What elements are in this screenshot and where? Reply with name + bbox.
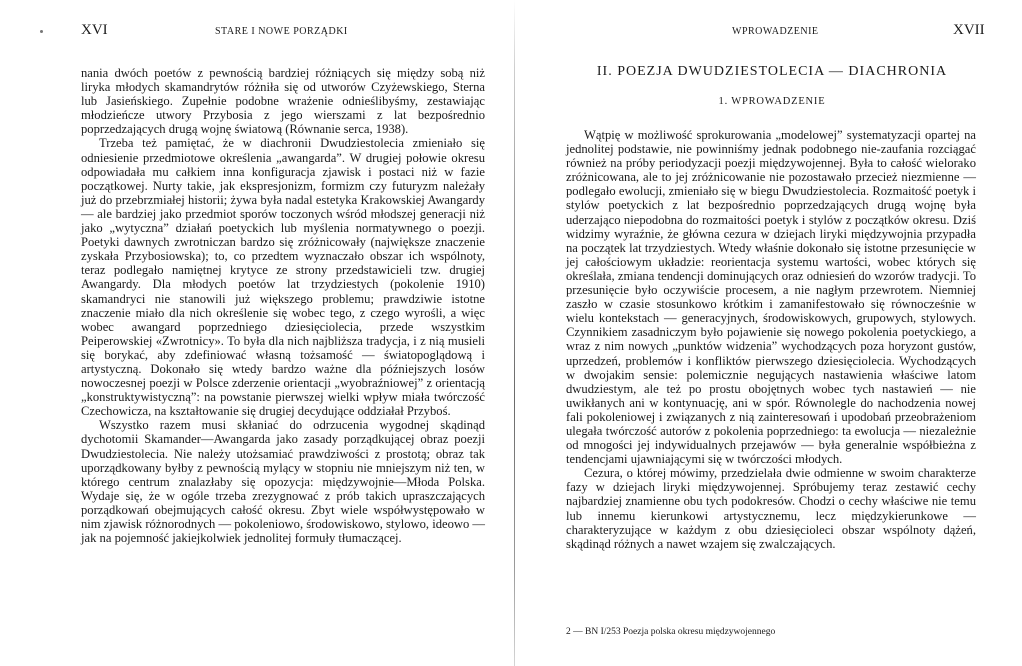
right-paragraph-2: Cezura, o której mówimy, przedzielała dwie odmienne w swoim charakterze fazy w dziejach liryki międzywojennej. Spróbujemy teraz zestawić cechy najbardziej znamienne obu tych podokresów. Chodzi o cechy właściwe nie temu lub innemu kierunkowi artystycznemu, lecz międzykierunkowe — charakteryzujące w każdym z obu dziesięcioleci obszar wspólnoty dążeń, skądinąd różnych a nawet wzajem się zwalczających. [566, 466, 976, 551]
gutter-line [514, 0, 515, 666]
right-page [522, 0, 1022, 666]
left-paragraph-1: nania dwóch poetów z pewnością bardziej różniących się między sobą niż liryka młodych skamandrytów różniła się od utworów Czyżewskiego, Sterna lub Jasieńskiego. Zupełnie podobne wrażenie odnieślibyśmy, zestawiając młodzieńcze utwory Przybosia z jego wierszami z lat bezpośrednio poprzedzających drugą wojnę światową (Równanie serca, 1938). [81, 66, 485, 137]
left-running-head: STARE I NOWE PORZĄDKI [215, 26, 348, 37]
left-paragraph-2: Trzeba też pamiętać, że w diachronii Dwudziestolecia zmieniało się odniesienie przedmiotowe określenia „awangarda”. W drugiej połowie okresu odpowiadała mu całkiem inna konfiguracja zjawisk i postaci niż w fazie początkowej. Nurty takie, jak ekspresjonizm, formizm czy futuryzm należały już do przebrzmiałej historii; żywa była nadal estetyka Krakowskiej Awangardy — ale bardziej jako przedmiot sporów toczonych wśród młodszej generacji niż jako „wytyczna” działań poetyckich lub myślenia normatywnego o poezji. Poetyki dawnych zwrotniczan bardzo się zróżnicowały (największe znaczenie zyskała Przybosiowska); to, co przedtem wyznaczało obszar ich wspólnoty, teraz podlegało namiętnej krytyce ze strony przedstawicieli tzw. drugiej Awangardy. Dla młodych poetów lat trzydziestych (pokolenie 1910) skamandryci nie stanowili już większego problemu; prawdziwie istotne znaczenie miało dla nich określenie się wobec tego, z czego wyrośli, a więc wobec awangard poprzedniego dziesięciolecia, przede wszystkim Peiperowskiej «Zwrotnicy». To była dla nich najbliższa tradycja, i z nią musieli się borykać, aby zdefiniować własną tożsamość — światopoglądową i artystyczną. Dokonało się wtedy bardzo ważne dla późniejszych losów nowoczesnej poezji w Polsce zderzenie orientacji „wyobraźniowej” z orientacją „konstruktywistyczną”: na powstanie pierwszej wielki wpływ miała twórczość Czechowicza, na kształtowanie się drugiej decydujące oddziałał Przyboś. [81, 136, 485, 419]
right-body-text [566, 128, 976, 551]
section-title: 1. WPROWADZENIE [718, 96, 826, 107]
left-paragraph-3: Wszystko razem musi skłaniać do odrzucenia wygodnej skądinąd dychotomii Skamander—Awangarda jako zasady porządkującej obraz poezji Dwudziestolecia. Nie należy utożsamiać prawdziwości z prostotą; obraz tak uporządkowany byłby z pewnością mylący w stopniu nie mniejszym niż ten, w którego centrum znalazłaby się opozycja: międzywojnie—Młoda Polska. Wydaje się, że w ogóle trzeba zrezygnować z prób takich upraszczających porządkowań obejmujących całość okresu. Zbyt wiele współwystępowało w nim zjawisk różnorodnych — pokoleniowo, środowiskowo, stylowo, ideowo — jak na pojemność jakiejkolwiek jednolitej formuły tłumaczącej. [81, 418, 486, 546]
left-page-number: XVI [81, 22, 108, 38]
page-footnote: 2 — BN I/253 Poezja polska okresu międzywojennego [566, 627, 776, 637]
left-page [0, 0, 500, 666]
book-gutter [508, 0, 522, 666]
right-page-number: XVII [953, 22, 985, 38]
chapter-title: II. POEZJA DWUDZIESTOLECIA — DIACHRONIA [596, 64, 948, 79]
right-running-head: WPROWADZENIE [732, 26, 819, 37]
margin-dot [40, 30, 43, 33]
right-paragraph-1: Wątpię w możliwość sprokurowania „modelowej” systematyzacji opartej na jednolitej podstawie, nie powinniśmy jednak podobnego nie-zaufania rozciągać również na próby periodyzacji poezji międzywojennej. Była to całość wielorako zróżnicowana, ale to jej zróżnicowanie nie pozostawało przecież niezmienne — podlegało ewolucji, zmieniało się w biegu Dwudziestolecia. Rozmaitość poetyk i stylów poetyckich z lat bezpośrednio poprzedzających drugą wojnę była uderzająco niepodobna do rozmaitości poetyk i stylów z początków okresu. Dziś widzimy wyraźnie, że główna cezura w dziejach liryki międzywojnia przypadła na początek lat trzydziestych. Wtedy właśnie dokonało się istotne przesunięcie w jej całościowym układzie: reorientacja systemu wartości, wobec których się określała, zmiana tendencji dominujących oraz odniesień do wzorów tradycji. To przesunięcie było oczywiście procesem, a nie nagłym przewrotem. Niemniej zaszło w czasie stosunkowo krótkim i zamanifestowało się równocześnie w wielu kontekstach — generacyjnych, środowiskowych, grupowych, stylowych. Czynnikiem zasadniczym było pojawienie się nowego pokolenia poetyckiego, a wraz z nim nowych „punktów widzenia” wychodzących poza horyzont gustów, uprzedzeń, problemów i konfliktów pierwszego dziesięciolecia. Wychodzących w dwojakim sensie: polemicznie negujących nastawienia właściwe latom dwudziestym, ale też po prostu obojętnych wobec tych nastawień — nie uwikłanych ani w kontynuację, ani w spór. Równolegle do nachodzenia nowej fali pokoleniowej i związanych z nią zainteresowań i upodobań przeobrażeniom ulegała twórczość autorów z pokolenia poprzedniego: ta ewolucja — niezależnie od mnogości jej indywidualnych przejawów — była generalnie współbieżna z tendencjami ujawniającymi się w twórczości młodych. [566, 128, 976, 467]
left-body-text [81, 66, 485, 545]
